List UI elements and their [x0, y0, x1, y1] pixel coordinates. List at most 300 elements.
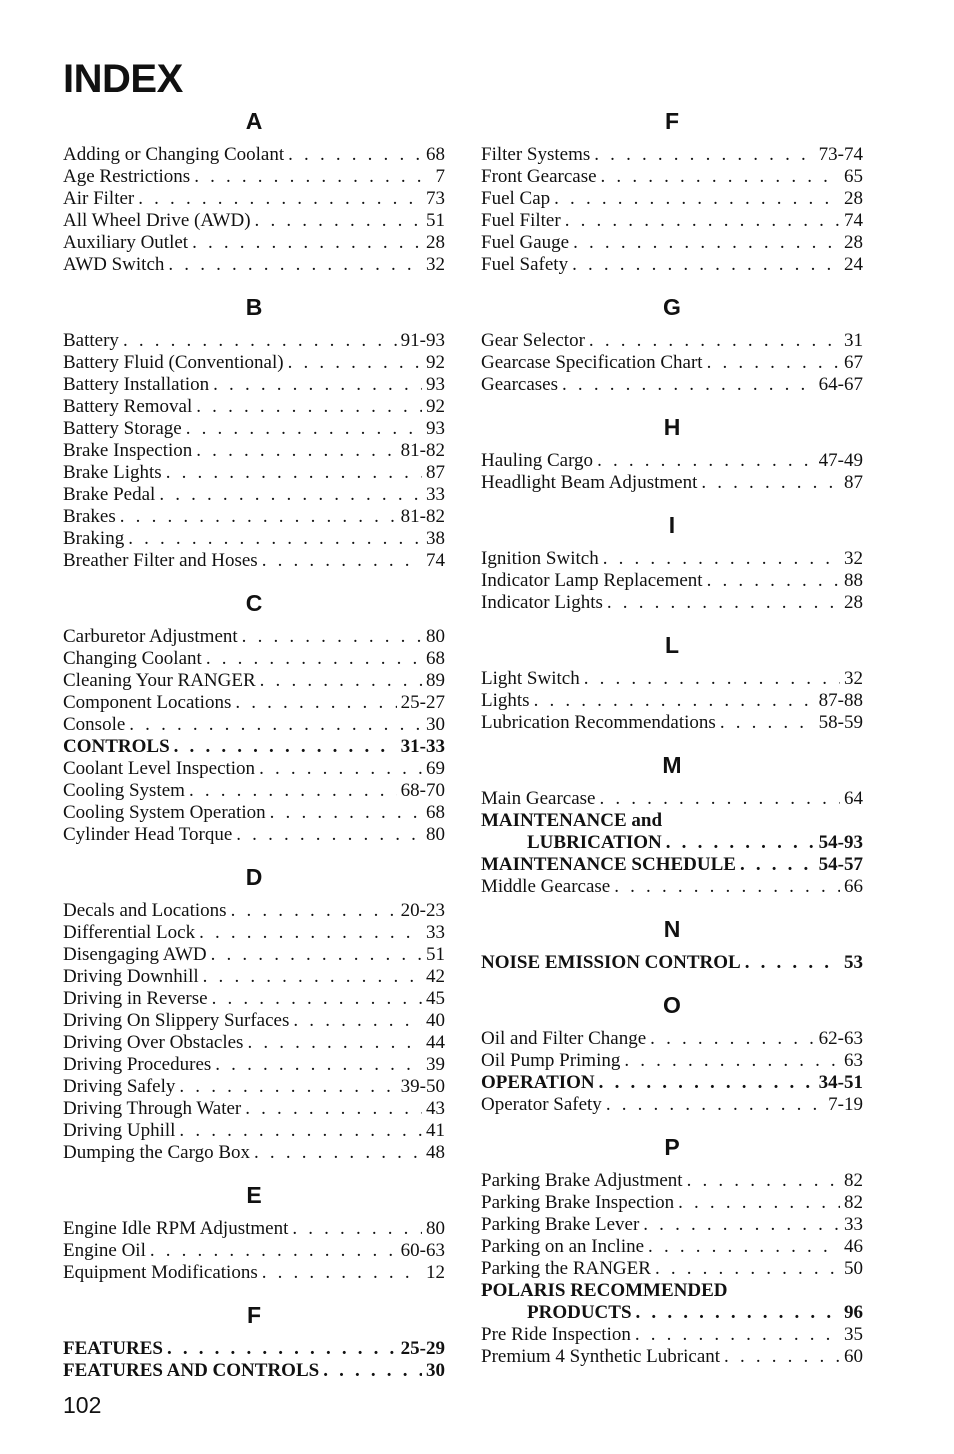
- index-entry-term: Gearcase Specification Chart: [481, 352, 703, 373]
- index-entry: [63, 352, 445, 374]
- index-entry-page: 67: [844, 352, 863, 373]
- dot-leader: [745, 952, 840, 974]
- index-entry: [63, 1218, 445, 1240]
- index-entry-term: Age Restrictions: [63, 166, 191, 187]
- index-entry: [63, 802, 445, 824]
- index-entry-page: 62-63: [818, 1028, 863, 1049]
- index-entry-term: Decals and Locations: [63, 900, 227, 921]
- index-entry: [63, 780, 445, 802]
- index-entry-term: Driving Over Obstacles: [63, 1032, 244, 1053]
- index-entry-page: 96: [844, 1302, 863, 1323]
- index-entry: [63, 758, 445, 780]
- index-entry-page: 38: [426, 528, 445, 549]
- dot-leader: [601, 166, 840, 188]
- index-entry-term: Fuel Cap: [481, 188, 551, 209]
- index-entry: [63, 648, 445, 670]
- index-entry-term: Cleaning Your RANGER: [63, 670, 256, 691]
- index-entry-page: 30: [426, 714, 445, 735]
- index-section: [481, 1130, 863, 1368]
- index-entry-page: 68: [426, 802, 445, 823]
- index-entry: [63, 714, 445, 736]
- dot-leader: [607, 592, 840, 614]
- index-entry-page: 82: [844, 1192, 863, 1213]
- index-entry-term: Driving in Reverse: [63, 988, 208, 1009]
- index-entry-page: 82: [844, 1170, 863, 1191]
- index-entry-page: 31: [844, 330, 863, 351]
- dot-leader: [129, 714, 422, 736]
- index-entry-page: 50: [844, 1258, 863, 1279]
- index-entry-term: Engine Idle RPM Adjustment: [63, 1218, 289, 1239]
- index-entry-page: 47-49: [818, 450, 863, 471]
- index-entry-term: PRODUCTS: [527, 1302, 632, 1323]
- index-section: [63, 1178, 445, 1284]
- index-entry-page: 54-93: [818, 832, 863, 853]
- index-entry-term: MAINTENANCE SCHEDULE: [481, 854, 736, 875]
- dot-leader: [554, 188, 840, 210]
- index-entry-page: 66: [844, 876, 863, 897]
- index-entry-term: Hauling Cargo: [481, 450, 594, 471]
- section-letter: E: [246, 1182, 262, 1208]
- index-entry-page: 33: [844, 1214, 863, 1235]
- index-entry: [63, 1262, 445, 1284]
- index-entry-page: 69: [426, 758, 445, 779]
- index-entry-page: 39-50: [400, 1076, 445, 1097]
- section-letter: C: [245, 590, 263, 616]
- index-entry-term: Component Locations: [63, 692, 232, 713]
- index-entry: [481, 472, 863, 494]
- index-entry: [63, 418, 445, 440]
- dot-leader: [724, 1346, 840, 1368]
- index-entry: [63, 506, 445, 528]
- index-entry-term: Fuel Gauge: [481, 232, 570, 253]
- index-entry-term: Battery: [63, 330, 119, 351]
- index-entry-term: Console: [63, 714, 126, 735]
- section-letter: B: [245, 294, 263, 320]
- index-entry: [481, 832, 863, 854]
- index-entry-term: Driving On Slippery Surfaces: [63, 1010, 290, 1031]
- dot-leader: [562, 374, 815, 396]
- index-entry: [481, 548, 863, 570]
- index-entry: [481, 1028, 863, 1050]
- dot-leader: [534, 690, 815, 712]
- index-entry-term: Driving Safely: [63, 1076, 176, 1097]
- index-entry: [481, 254, 863, 276]
- index-entry: [63, 1338, 445, 1360]
- index-entry-term: Driving Procedures: [63, 1054, 212, 1075]
- section-letter: N: [663, 916, 681, 942]
- dot-leader: [150, 1240, 397, 1262]
- index-entry-term: AWD Switch: [63, 254, 165, 275]
- dot-leader: [196, 396, 422, 418]
- index-entry: [481, 352, 863, 374]
- index-entry-term: Dumping the Cargo Box: [63, 1142, 251, 1163]
- index-entry-page: 28: [426, 232, 445, 253]
- index-entry-term: NOISE EMISSION CONTROL: [481, 952, 741, 973]
- index-entry-term: Battery Installation: [63, 374, 210, 395]
- index-entry: [63, 254, 445, 276]
- index-entry-page: 46: [844, 1236, 863, 1257]
- index-entry-term: All Wheel Drive (AWD): [63, 210, 251, 231]
- dot-leader: [259, 758, 422, 780]
- index-entry-page: 58-59: [818, 712, 863, 733]
- index-entry-term: Parking Brake Lever: [481, 1214, 640, 1235]
- dot-leader: [179, 1120, 422, 1142]
- dot-leader: [260, 670, 422, 692]
- dot-leader: [635, 1324, 840, 1346]
- index-entry: [63, 144, 445, 166]
- dot-leader: [648, 1236, 840, 1258]
- index-entry-page: 93: [426, 418, 445, 439]
- index-entry-page: 51: [426, 210, 445, 231]
- index-entry-page: 68: [426, 648, 445, 669]
- index-entry: [481, 210, 863, 232]
- index-entry: [63, 922, 445, 944]
- index-entry-page: 65: [844, 166, 863, 187]
- index-entry-term: Lubrication Recommendations: [481, 712, 716, 733]
- index-entry: [481, 668, 863, 690]
- dot-leader: [293, 1010, 422, 1032]
- index-entry-term: Breather Filter and Hoses: [63, 550, 258, 571]
- dot-leader: [678, 1192, 840, 1214]
- index-entry-term: Indicator Lights: [481, 592, 603, 613]
- index-entry-page: 25-27: [400, 692, 445, 713]
- index-entry-page: 51: [426, 944, 445, 965]
- dot-leader: [199, 922, 422, 944]
- index-entry-page: 7-19: [828, 1094, 863, 1115]
- dot-leader: [245, 1098, 422, 1120]
- index-entry: [63, 626, 445, 648]
- index-entry-term: Parking Brake Adjustment: [481, 1170, 683, 1191]
- dot-leader: [599, 788, 840, 810]
- dot-leader: [687, 1170, 840, 1192]
- index-entry-term: Engine Oil: [63, 1240, 146, 1261]
- dot-leader: [572, 254, 840, 276]
- index-entry-term: FEATURES AND CONTROLS: [63, 1360, 320, 1381]
- dot-leader: [666, 832, 815, 854]
- index-section: [63, 586, 445, 846]
- dot-leader: [584, 668, 840, 690]
- index-entry-term: Braking: [63, 528, 125, 549]
- index-entry-term: Filter Systems: [481, 144, 591, 165]
- index-entry-term: Cooling System: [63, 780, 185, 801]
- index-entry: [63, 692, 445, 714]
- dot-leader: [288, 352, 422, 374]
- index-entry-term: Parking on an Incline: [481, 1236, 645, 1257]
- index-entry-page: 80: [426, 626, 445, 647]
- section-letter: O: [663, 992, 681, 1018]
- index-entry: [63, 1120, 445, 1142]
- dot-leader: [247, 1032, 422, 1054]
- index-entry: [481, 1258, 863, 1280]
- index-entry: [481, 450, 863, 472]
- index-entry: [63, 440, 445, 462]
- index-entry: [63, 484, 445, 506]
- dot-leader: [254, 1142, 422, 1164]
- index-entry-page: 28: [844, 232, 863, 253]
- dot-leader: [231, 900, 397, 922]
- index-entry: [481, 712, 863, 734]
- dot-leader: [655, 1258, 840, 1280]
- index-entry-page: 88: [844, 570, 863, 591]
- dot-leader: [594, 144, 814, 166]
- dot-leader: [215, 1054, 422, 1076]
- index-section: [63, 860, 445, 1164]
- index-entry-page: 32: [426, 254, 445, 275]
- index-entry-page: 93: [426, 374, 445, 395]
- dot-leader: [174, 736, 397, 758]
- dot-leader: [192, 232, 422, 254]
- index-entry-page: 81-82: [400, 506, 445, 527]
- dot-leader: [650, 1028, 815, 1050]
- index-entry-term: Headlight Beam Adjustment: [481, 472, 698, 493]
- dot-leader: [599, 1072, 815, 1094]
- section-letter: L: [664, 632, 680, 658]
- index-entry-term: Auxiliary Outlet: [63, 232, 189, 253]
- index-entry-term: Gear Selector: [481, 330, 585, 351]
- index-entry: [63, 232, 445, 254]
- index-entry: [63, 550, 445, 572]
- index-section: [481, 988, 863, 1116]
- dot-leader: [624, 1050, 840, 1072]
- index-entry-page: 32: [844, 668, 863, 689]
- index-entry-page: 44: [426, 1032, 445, 1053]
- index-entry-page: 87: [426, 462, 445, 483]
- index-entry-page: 43: [426, 1098, 445, 1119]
- index-entry-page: 81-82: [400, 440, 445, 461]
- dot-leader: [168, 254, 422, 276]
- dot-leader: [196, 440, 396, 462]
- section-letter: H: [663, 414, 681, 440]
- index-entry: [63, 1240, 445, 1262]
- index-entry: [63, 988, 445, 1010]
- index-entry: [63, 396, 445, 418]
- index-entry-page: 40: [426, 1010, 445, 1031]
- index-entry: [63, 1142, 445, 1164]
- dot-leader: [636, 1302, 840, 1324]
- index-entry-term: Battery Storage: [63, 418, 182, 439]
- index-entry: [63, 188, 445, 210]
- index-entry-page: 31-33: [400, 736, 445, 757]
- page-number: 102: [63, 1392, 102, 1418]
- index-section: [481, 410, 863, 494]
- index-entry-page: 74: [426, 550, 445, 571]
- index-entry-term: Brake Lights: [63, 462, 162, 483]
- dot-leader: [211, 944, 422, 966]
- index-entry-page: 73: [426, 188, 445, 209]
- index-entry: [481, 1346, 863, 1368]
- index-entry: [63, 944, 445, 966]
- index-entry-term: CONTROLS: [63, 736, 170, 757]
- index-column-right: [481, 104, 863, 1382]
- page-title: INDEX: [63, 57, 183, 101]
- index-entry-page: 64-67: [818, 374, 863, 395]
- index-entry-term: Brake Pedal: [63, 484, 156, 505]
- index-entry-term: Main Gearcase: [481, 788, 596, 809]
- index-entry-page: 53: [844, 952, 863, 973]
- section-letter: I: [668, 512, 676, 538]
- index-entry-term: Premium 4 Synthetic Lubricant: [481, 1346, 721, 1367]
- index-entry: [63, 1010, 445, 1032]
- dot-leader: [707, 352, 840, 374]
- index-entry-term: Middle Gearcase: [481, 876, 611, 897]
- index-entry: [481, 1236, 863, 1258]
- section-letter: D: [245, 864, 263, 890]
- index-section: [481, 290, 863, 396]
- dot-leader: [120, 506, 397, 528]
- index-entry: [63, 210, 445, 232]
- index-entry: [481, 374, 863, 396]
- index-entry-term: OPERATION: [481, 1072, 595, 1093]
- dot-leader: [603, 548, 840, 570]
- index-entry-term: Cooling System Operation: [63, 802, 266, 823]
- index-entry: [63, 1076, 445, 1098]
- index-section: [63, 1298, 445, 1382]
- index-entry-term: Light Switch: [481, 668, 580, 689]
- index-entry: [481, 570, 863, 592]
- dot-leader: [159, 484, 422, 506]
- dot-leader: [288, 144, 422, 166]
- index-entry-page: 60-63: [400, 1240, 445, 1261]
- index-entry-term: Gearcases: [481, 374, 559, 395]
- index-entry-term: Battery Removal: [63, 396, 193, 417]
- dot-leader: [186, 418, 422, 440]
- index-entry: [63, 736, 445, 758]
- dot-leader: [701, 472, 840, 494]
- index-entry-term: Fuel Filter: [481, 210, 561, 231]
- index-entry-page: 33: [426, 484, 445, 505]
- index-entry-page: 68: [426, 144, 445, 165]
- index-entry-term: Cylinder Head Torque: [63, 824, 233, 845]
- index-entry-term: LUBRICATION: [527, 832, 662, 853]
- index-entry-term: Parking Brake Inspection: [481, 1192, 675, 1213]
- index-entry: [481, 788, 863, 810]
- dot-leader: [323, 1360, 422, 1382]
- index-entry-term-line: POLARIS RECOMMENDED: [481, 1280, 728, 1301]
- section-letter: G: [663, 294, 681, 320]
- index-entry-page: 28: [844, 188, 863, 209]
- index-entry-page: 12: [426, 1262, 445, 1283]
- dot-leader: [123, 330, 397, 352]
- dot-leader: [128, 528, 422, 550]
- index-entry-page: 64: [844, 788, 863, 809]
- index-entry-term: Oil Pump Priming: [481, 1050, 621, 1071]
- index-entry: [481, 592, 863, 614]
- index-entry-term: Driving Through Water: [63, 1098, 242, 1119]
- index-entry: [481, 1072, 863, 1094]
- index-entry: [481, 1094, 863, 1116]
- dot-leader: [138, 188, 422, 210]
- index-entry-term: Changing Coolant: [63, 648, 202, 669]
- index-entry: [481, 876, 863, 898]
- index-entry-term: Brakes: [63, 506, 116, 527]
- index-entry: [481, 854, 863, 876]
- index-entry-term: Carburetor Adjustment: [63, 626, 238, 647]
- index-entry-term: Air Filter: [63, 188, 135, 209]
- index-entry: [63, 1054, 445, 1076]
- index-entry-page: 92: [426, 352, 445, 373]
- dot-leader: [565, 210, 840, 232]
- index-entry-term: FEATURES: [63, 1338, 163, 1359]
- dot-leader: [292, 1218, 422, 1240]
- index-entry-term: Pre Ride Inspection: [481, 1324, 631, 1345]
- dot-leader: [589, 330, 840, 352]
- dot-leader: [179, 1076, 396, 1098]
- dot-leader: [573, 232, 840, 254]
- index-entry: [481, 1050, 863, 1072]
- dot-leader: [270, 802, 422, 824]
- index-entry: [481, 144, 863, 166]
- index-entry-page: 89: [426, 670, 445, 691]
- index-entry-page: 30: [426, 1360, 445, 1381]
- index-entry: [481, 690, 863, 712]
- index-entry-term: Equipment Modifications: [63, 1262, 258, 1283]
- index-entry-page: 92: [426, 396, 445, 417]
- index-entry-page: 54-57: [818, 854, 863, 875]
- dot-leader: [166, 462, 422, 484]
- index-entry: [63, 670, 445, 692]
- section-letter: F: [664, 108, 680, 134]
- index-entry: [481, 1324, 863, 1346]
- index-entry: [63, 900, 445, 922]
- index-entry-term: Disengaging AWD: [63, 944, 207, 965]
- index-entry-page: 25-29: [400, 1338, 445, 1359]
- index-entry-term: Driving Downhill: [63, 966, 199, 987]
- index-entry-page: 80: [426, 824, 445, 845]
- dot-leader: [194, 166, 431, 188]
- index-entry-page: 68-70: [400, 780, 445, 801]
- index-column-left: [63, 104, 445, 1396]
- dot-leader: [242, 626, 422, 648]
- index-entry: [63, 1032, 445, 1054]
- index-entry-term: Adding or Changing Coolant: [63, 144, 285, 165]
- index-entry-page: 41: [426, 1120, 445, 1141]
- dot-leader: [206, 648, 422, 670]
- index-entry-term: Coolant Level Inspection: [63, 758, 256, 779]
- index-entry: [63, 528, 445, 550]
- index-entry: [481, 952, 863, 974]
- index-entry: [63, 166, 445, 188]
- index-section: [481, 628, 863, 734]
- dot-leader: [606, 1094, 824, 1116]
- index-entry-page: 24: [844, 254, 863, 275]
- dot-leader: [189, 780, 397, 802]
- index-entry-page: 87-88: [818, 690, 863, 711]
- section-letter: M: [662, 752, 682, 778]
- index-entry: [63, 824, 445, 846]
- index-entry-page: 73-74: [818, 144, 863, 165]
- index-entry-page: 32: [844, 548, 863, 569]
- index-entry-term: Fuel Safety: [481, 254, 569, 275]
- index-entry-term: Lights: [481, 690, 530, 711]
- dot-leader: [262, 1262, 422, 1284]
- index-entry-page: 20-23: [400, 900, 445, 921]
- index-entry: [63, 966, 445, 988]
- index-entry-page: 7: [435, 166, 445, 187]
- dot-leader: [203, 966, 422, 988]
- index-entry-term: Brake Inspection: [63, 440, 193, 461]
- index-entry: [481, 232, 863, 254]
- dot-leader: [614, 876, 840, 898]
- dot-leader: [213, 374, 422, 396]
- index-entry-page: 33: [426, 922, 445, 943]
- index-entry-term-line: MAINTENANCE and: [481, 810, 663, 831]
- index-entry: [481, 1214, 863, 1236]
- index-entry: [63, 1360, 445, 1382]
- index-entry: [481, 1192, 863, 1214]
- index-entry-page: 87: [844, 472, 863, 493]
- dot-leader: [720, 712, 815, 734]
- index-entry: [481, 1170, 863, 1192]
